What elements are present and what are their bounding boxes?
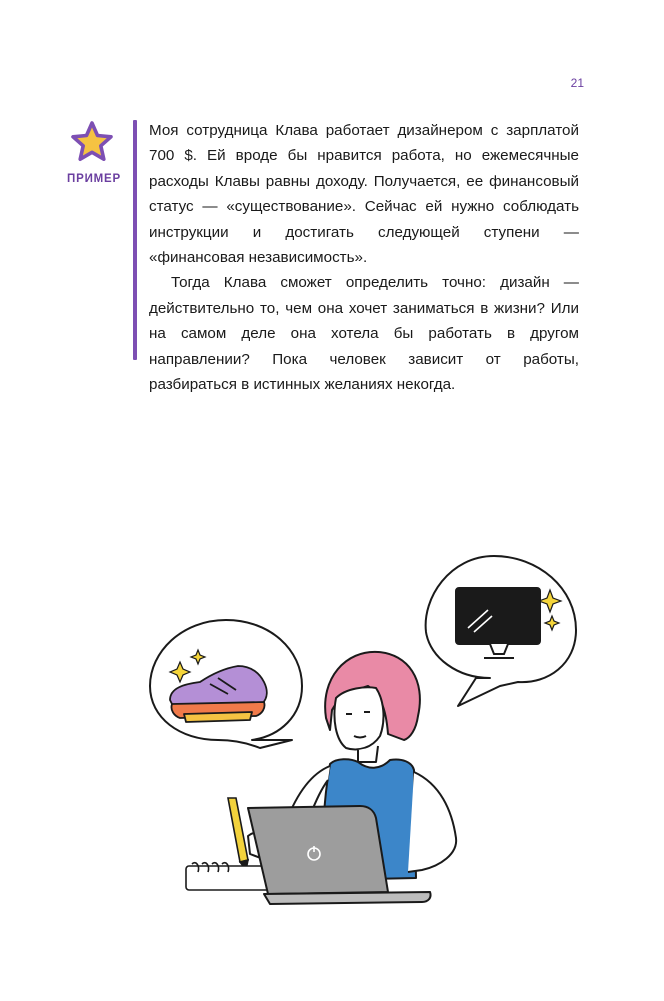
- paragraph-2: Тогда Клава сможет определить точно: дизайн — действительно то, чем она хочет заниматься в жизни? Или на самом деле она хотела бы работать в другом направлении? Пока человек зависит от работы, разбираться в истинных желаниях некогда.: [149, 274, 579, 394]
- example-divider: [133, 120, 137, 360]
- paragraph-1: Моя сотрудница Клава работает дизайнером с зарплатой 700 $. Ей вроде бы нравится работа, но ежемесячные расходы Клавы равны доходу. Получается, ее финансовый статус — «существование». Сейчас ей нужно соблюдать инструкции и достигать следующей ступени — «финансовая независимость».: [149, 122, 579, 267]
- pencil-icon: [228, 798, 248, 870]
- illustration: [140, 548, 580, 908]
- example-label: ПРИМЕР: [67, 173, 121, 185]
- page-number: 21: [570, 76, 584, 90]
- star-icon: [70, 120, 114, 164]
- example-text: [149, 118, 579, 397]
